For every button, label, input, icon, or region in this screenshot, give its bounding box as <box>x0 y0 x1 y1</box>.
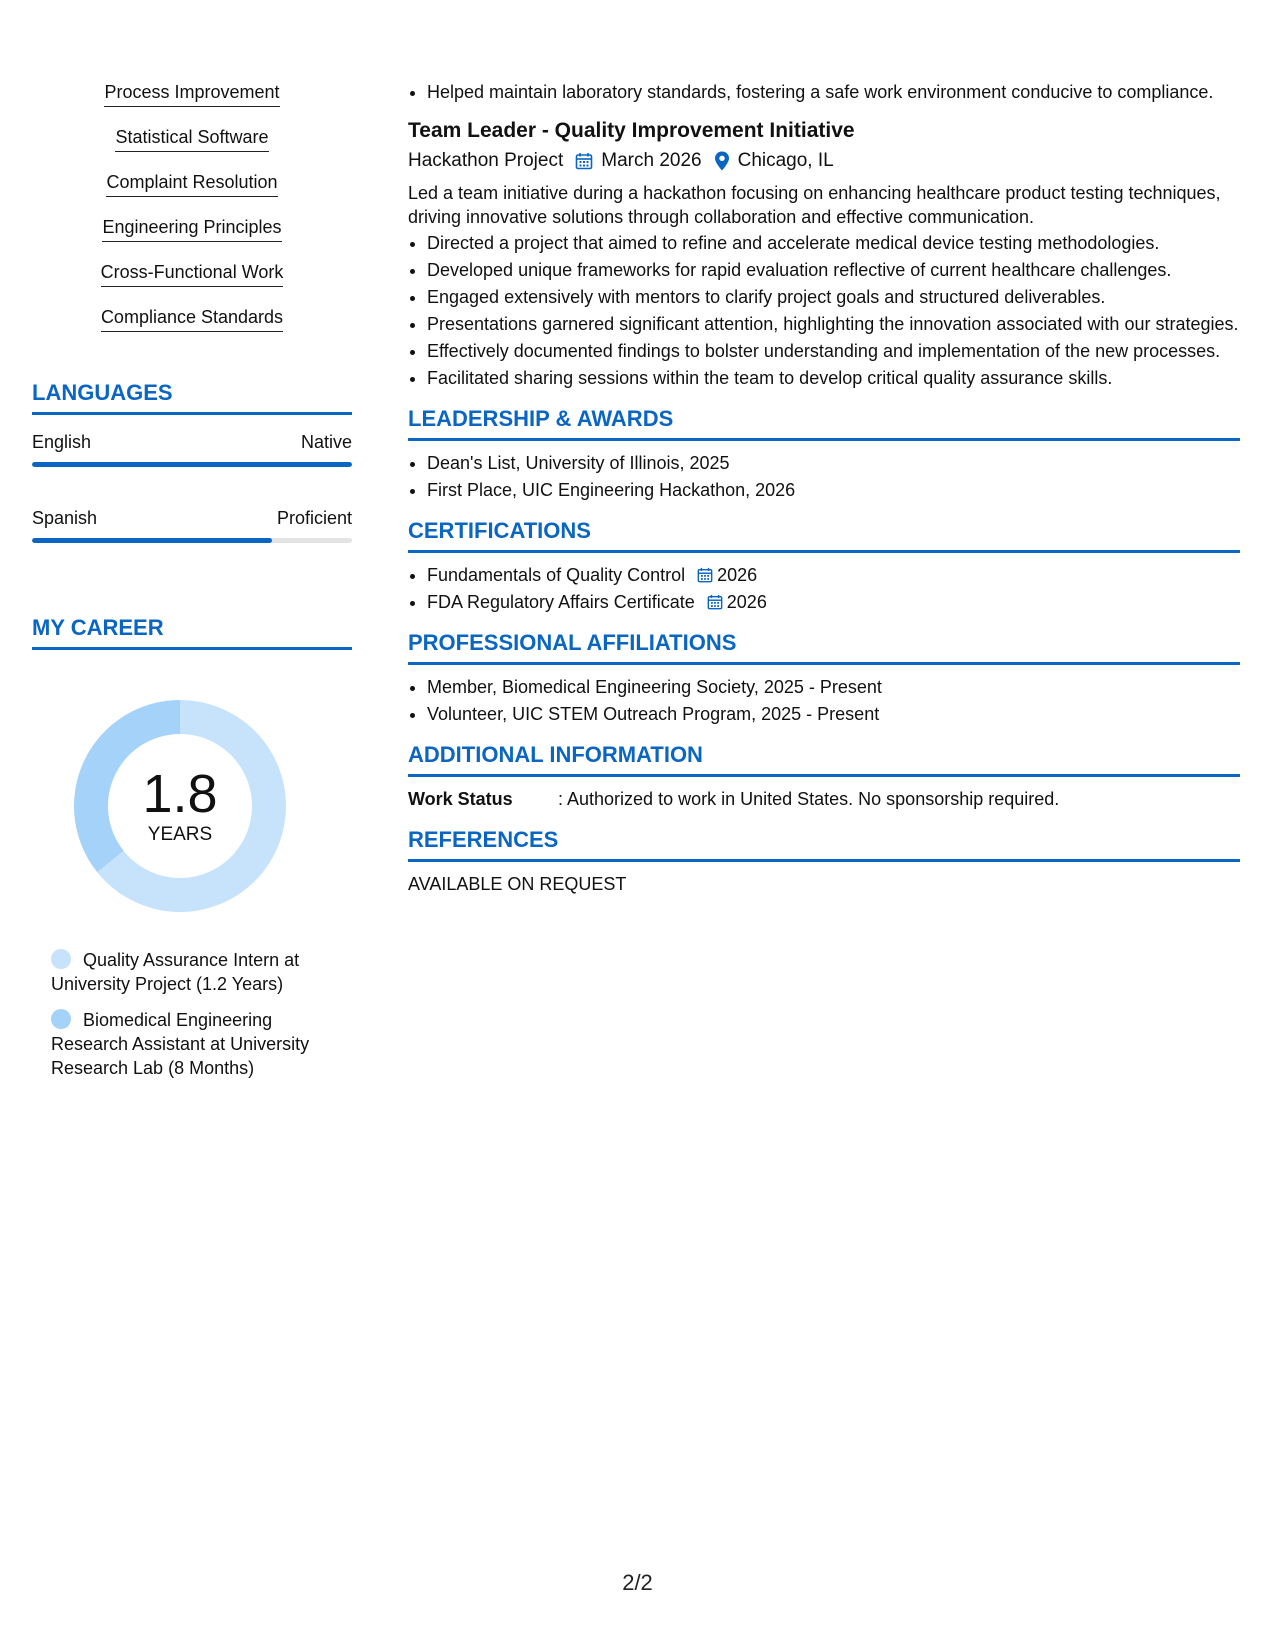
job-bullets <box>408 231 1240 390</box>
language-entry <box>32 507 352 543</box>
language-level: Proficient <box>276 508 352 528</box>
certifications-heading: CERTIFICATIONS <box>408 518 1240 553</box>
references-text: AVAILABLE ON REQUEST <box>408 874 627 894</box>
career-total-years: 1.8 <box>142 764 218 824</box>
affiliations-list <box>408 675 1240 726</box>
work-status-label: Work Status <box>408 789 513 809</box>
affiliation-item: • Volunteer, UIC STEM Outreach Program, 2025 - Present <box>427 702 1240 726</box>
bullet-item: • Engaged extensively with mentors to clarify project goals and structured deliverables. <box>427 285 1240 309</box>
career-donut-chart <box>66 692 294 920</box>
work-status-row <box>408 787 1240 811</box>
certification-item <box>427 590 1240 614</box>
skill-tag: Statistical Software <box>115 125 268 152</box>
legend-dot-icon <box>51 1009 71 1029</box>
job-description: Led a team initiative during a hackathon focusing on enhancing healthcare product testing techniques, driving innovative solutions through collaboration and effective communication. <box>408 183 1221 227</box>
career-heading: MY CAREER <box>32 615 352 650</box>
skills-list <box>32 80 352 350</box>
language-bar-fill <box>32 538 272 543</box>
bullet-item: • Facilitated sharing sessions within the team to develop critical quality assurance skills. <box>427 366 1240 390</box>
certification-name: • FDA Regulatory Affairs Certificate <box>427 592 695 612</box>
calendar-icon <box>575 152 593 170</box>
language-level: Native <box>300 432 352 452</box>
skill-item <box>32 80 352 125</box>
language-bar-track <box>32 538 352 543</box>
additional-info-heading: ADDITIONAL INFORMATION <box>408 742 1240 777</box>
skill-tag: Compliance Standards <box>101 305 283 332</box>
award-item: • Dean's List, University of Illinois, 2025 <box>427 451 1240 475</box>
language-name: English <box>32 432 92 452</box>
leadership-list <box>408 451 1240 502</box>
work-status-value: : Authorized to work in United States. No sponsorship required. <box>558 789 1060 809</box>
language-name: Spanish <box>32 508 98 528</box>
bullet-item: • Developed unique frameworks for rapid evaluation reflective of current healthcare challenges. <box>427 258 1240 282</box>
career-role-label: Quality Assurance Intern at University Project (1.2 Years) <box>51 950 300 994</box>
bullet-item: • Presentations garnered significant attention, highlighting the innovation associated with our strategies. <box>427 312 1240 336</box>
career-legend-item <box>51 948 331 996</box>
skill-item <box>32 305 352 350</box>
skill-tag: Process Improvement <box>104 80 279 107</box>
job-date: March 2026 <box>601 150 702 171</box>
certification-name: • Fundamentals of Quality Control <box>427 565 686 585</box>
career-legend <box>32 948 352 1080</box>
left-column <box>32 80 352 1092</box>
bullet-item: • Helped maintain laboratory standards, fostering a safe work environment conducive to compliance. <box>427 80 1240 104</box>
bullet-item: • Directed a project that aimed to refine and accelerate medical device testing methodologies. <box>427 231 1240 255</box>
affiliations-heading: PROFESSIONAL AFFILIATIONS <box>408 630 1240 665</box>
leadership-heading: LEADERSHIP & AWARDS <box>408 406 1240 441</box>
skill-item <box>32 170 352 215</box>
certification-item <box>427 563 1240 587</box>
location-pin-icon <box>714 151 730 171</box>
certification-year: 2026 <box>717 565 758 585</box>
award-item: • First Place, UIC Engineering Hackathon, 2026 <box>427 478 1240 502</box>
page-number: 2/2 <box>622 1570 653 1595</box>
affiliation-item: • Member, Biomedical Engineering Society, 2025 - Present <box>427 675 1240 699</box>
calendar-icon <box>707 594 723 610</box>
career-legend-item <box>51 1008 331 1080</box>
references-heading: REFERENCES <box>408 827 1240 862</box>
skill-tag: Complaint Resolution <box>106 170 277 197</box>
career-role-label: Biomedical Engineering Research Assistant at University Research Lab (8 Months) <box>51 1010 310 1078</box>
skill-item <box>32 215 352 260</box>
skill-item <box>32 125 352 170</box>
bullet-item: • Effectively documented findings to bolster understanding and implementation of the new processes. <box>427 339 1240 363</box>
language-entry <box>32 431 352 467</box>
career-total-unit: YEARS <box>147 824 213 845</box>
skill-tag: Cross-Functional Work <box>101 260 284 287</box>
certification-year: 2026 <box>726 592 767 612</box>
job-title: Team Leader - Quality Improvement Initiative <box>408 119 855 142</box>
legend-dot-icon <box>51 949 71 969</box>
skill-item <box>32 260 352 305</box>
prev-job-bullets <box>408 80 1240 104</box>
certifications-list <box>408 563 1240 614</box>
job-location: Chicago, IL <box>737 150 834 171</box>
right-column <box>408 80 1240 896</box>
skill-tag: Engineering Principles <box>102 215 281 242</box>
job-meta <box>408 149 1240 173</box>
languages-heading: LANGUAGES <box>32 380 352 415</box>
calendar-icon <box>697 567 713 583</box>
job-organization: Hackathon Project <box>408 150 564 171</box>
